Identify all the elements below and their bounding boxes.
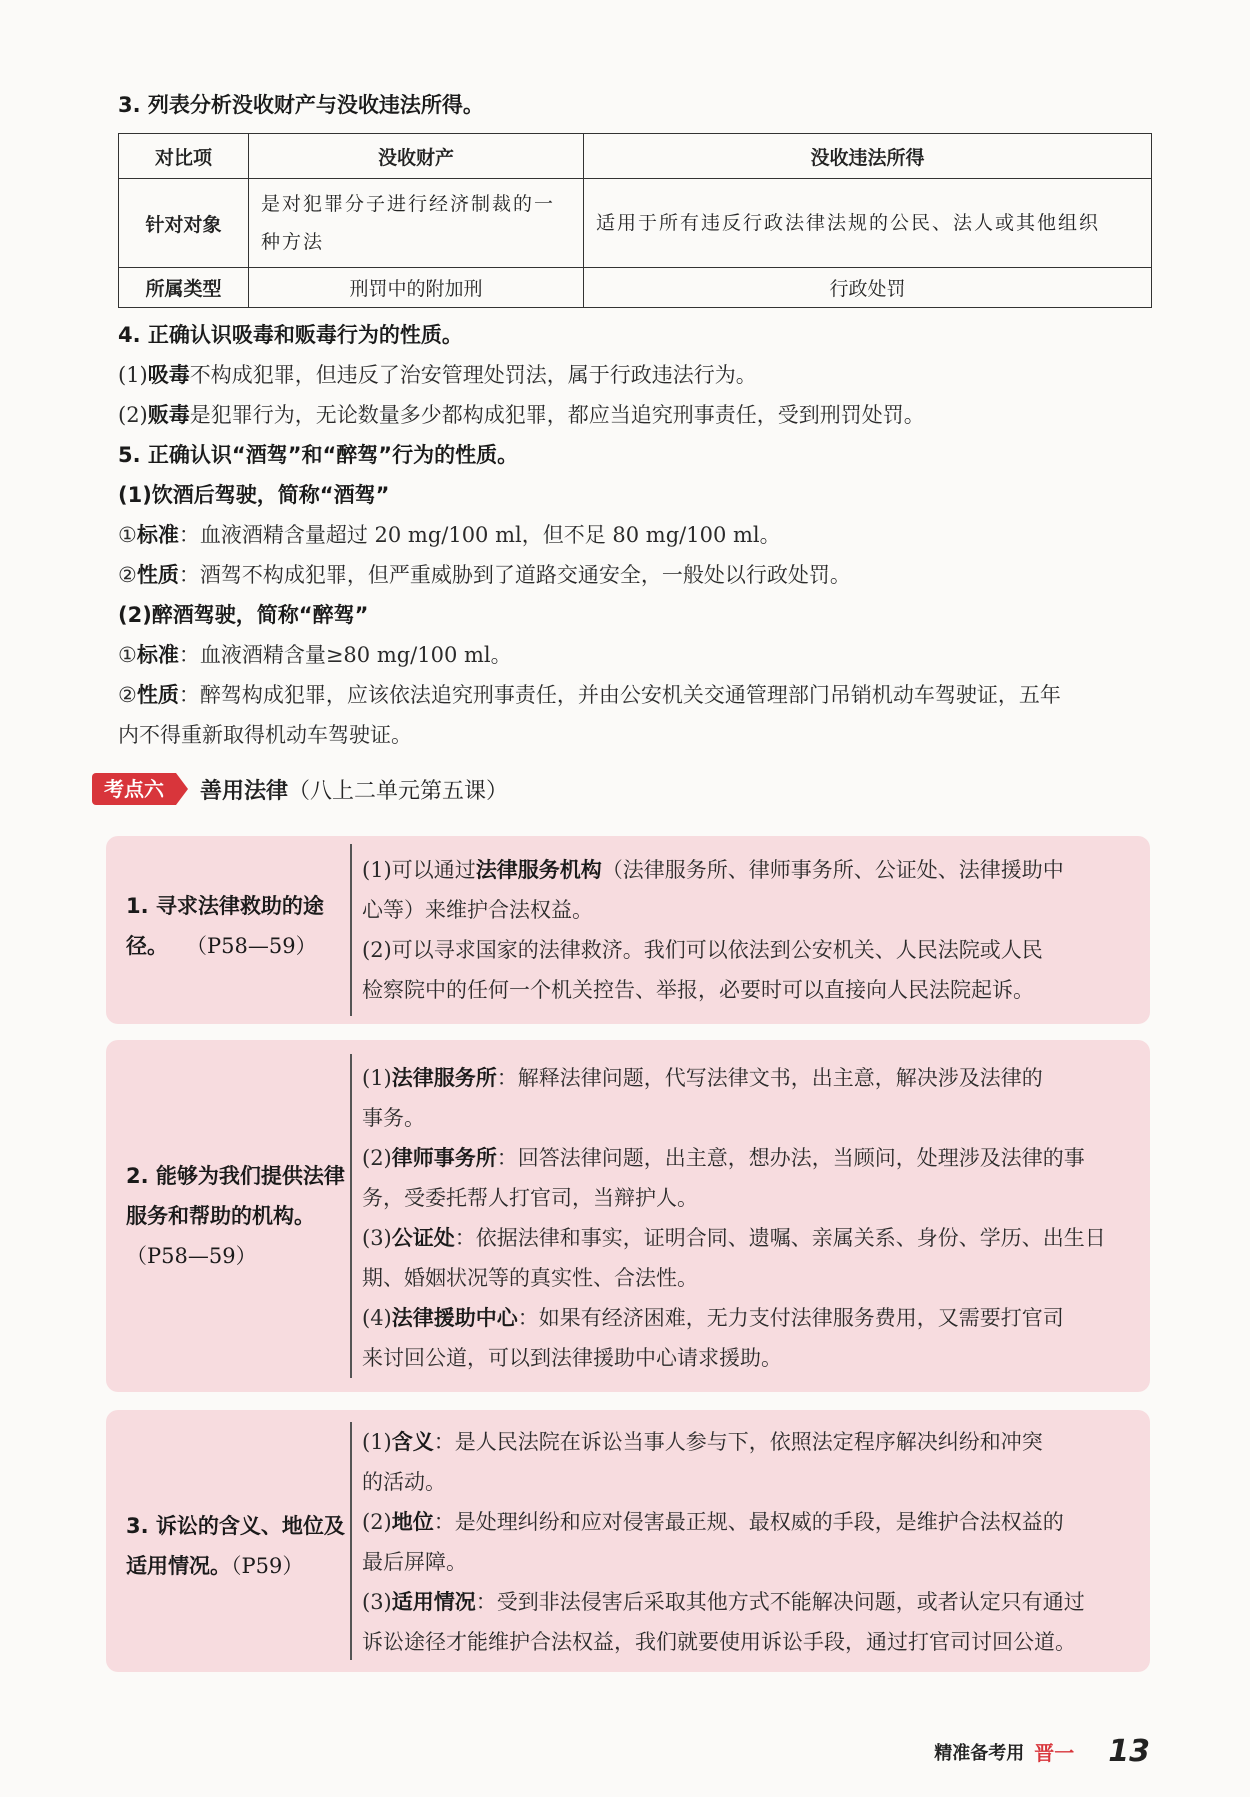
section-title-note: （八上二单元第五课） [288, 778, 509, 804]
item5-sub1-standard [118, 516, 781, 554]
line-text: ：依据法律和事实，证明合同、遗嘱、亲属关系、身份、学历、出生日 [454, 1226, 1106, 1250]
table-cell: 行政处罚 [584, 268, 1152, 308]
line-text: ：解释法律问题，代写法律文书，出主意，解决涉及法律的 [496, 1066, 1043, 1090]
card-heading [126, 1506, 348, 1586]
line-keyword: 法律服务所 [391, 1066, 497, 1090]
card-line: 的活动。 [362, 1470, 446, 1494]
point-prefix: (2) [118, 403, 148, 427]
card-line: 诉讼途径才能维护合法权益，我们就要使用诉讼手段，通过打官司讨回公道。 [362, 1630, 1076, 1654]
line-text: (1) [362, 1430, 392, 1454]
card-line [362, 1218, 1128, 1258]
card-line [362, 850, 1128, 890]
card-divider [350, 1054, 352, 1378]
table-header-row [119, 134, 1152, 179]
card-line: 来讨回公道，可以到法律援助中心请求援助。 [362, 1346, 782, 1370]
section-title-main: 善用法律 [200, 778, 289, 804]
section-title [200, 774, 508, 805]
item5-sub1-title: (1)饮酒后驾驶，简称“酒驾” [118, 483, 390, 507]
line-text: (2) [362, 1510, 392, 1534]
line-keyword: 适用情况 [391, 1590, 476, 1614]
card-heading-text: 3. 诉讼的含义、地位及适用情况。 [126, 1514, 345, 1578]
point-keyword: 贩毒 [147, 403, 190, 427]
page-ref: （P58—59） [186, 934, 317, 958]
page-footer [934, 1734, 1150, 1769]
line-keyword: 公证处 [391, 1226, 455, 1250]
line-text: (2) [362, 1146, 392, 1170]
line-text: (3) [362, 1590, 392, 1614]
point-prefix: ② [118, 683, 137, 707]
item4-point-2 [118, 396, 925, 434]
table-cell: 适用于所有违反行政法律法规的公民、法人或其他组织 [584, 179, 1152, 268]
card-line: 最后屏障。 [362, 1550, 467, 1574]
point-prefix: ① [118, 523, 137, 547]
point-text: ：血液酒精含量≥80 mg/100 ml。 [178, 643, 512, 667]
page-ref: （P59） [231, 1554, 304, 1578]
line-text: ：是处理纠纷和应对侵害最正规、最权威的手段，是维护合法权益的 [433, 1510, 1064, 1534]
card-heading [126, 1156, 348, 1276]
line-text: ：如果有经济困难，无力支付法律服务费用，又需要打官司 [517, 1306, 1064, 1330]
item4-point-1 [118, 356, 757, 394]
card-line: 期、婚姻状况等的真实性、合法性。 [362, 1266, 698, 1290]
point-text: ：醉驾构成犯罪，应该依法追究刑事责任，并由公安机关交通管理部门吊销机动车驾驶证，五年 [178, 683, 1061, 707]
point-text: ：血液酒精含量超过 20 mg/100 ml，但不足 80 mg/100 ml。 [178, 523, 781, 547]
point-keyword: 标准 [136, 643, 179, 667]
section-tag: 考点六 [92, 773, 176, 805]
page-number: 13 [1108, 1734, 1150, 1769]
point-text: 不构成犯罪，但违反了治安管理处罚法，属于行政违法行为。 [189, 363, 757, 387]
card-line [362, 1058, 1128, 1098]
item5-sub2-nature-cont: 内不得重新取得机动车驾驶证。 [118, 723, 412, 747]
card-body [362, 1422, 1128, 1662]
card-litigation [106, 1410, 1150, 1672]
line-keyword: 法律服务机构 [475, 858, 602, 882]
card-line [362, 1502, 1128, 1542]
item5-title: 5. 正确认识“酒驾”和“醉驾”行为的性质。 [118, 443, 519, 467]
line-keyword: 法律援助中心 [391, 1306, 518, 1330]
point-keyword: 性质 [136, 683, 179, 707]
line-keyword: 律师事务所 [391, 1146, 497, 1170]
point-keyword: 性质 [136, 563, 179, 587]
card-line: (2)可以寻求国家的法律救济。我们可以依法到公安机关、人民法院或人民 [362, 938, 1043, 962]
card-line [362, 1138, 1128, 1178]
table-row [119, 179, 1152, 268]
comparison-table [118, 133, 1152, 308]
table-row [119, 268, 1152, 308]
card-line [362, 1582, 1128, 1622]
point-keyword: 标准 [136, 523, 179, 547]
table-row-label: 针对对象 [119, 179, 249, 268]
line-text: (1) [362, 1066, 392, 1090]
item5-sub2-standard [118, 636, 512, 674]
table-cell: 是对犯罪分子进行经济制裁的一种方法 [249, 179, 584, 268]
point-text: ：酒驾不构成犯罪，但严重威胁到了道路交通安全，一般处以行政处罚。 [178, 563, 851, 587]
item5-sub1-nature [118, 556, 851, 594]
point-prefix: (1) [118, 363, 148, 387]
point-prefix: ① [118, 643, 137, 667]
card-line: 事务。 [362, 1106, 425, 1130]
card-line [362, 1422, 1128, 1462]
card-body [362, 850, 1128, 1010]
item3-title: 3. 列表分析没收财产与没收违法所得。 [118, 93, 484, 117]
page-ref: （P58—59） [126, 1244, 257, 1268]
line-text: (3) [362, 1226, 392, 1250]
line-text: (4) [362, 1306, 392, 1330]
card-divider [350, 844, 352, 1016]
table-header: 对比项 [119, 134, 249, 179]
line-text: ：受到非法侵害后采取其他方式不能解决问题，或者认定只有通过 [475, 1590, 1085, 1614]
line-keyword: 地位 [391, 1510, 434, 1534]
point-prefix: ② [118, 563, 137, 587]
point-text: 是犯罪行为，无论数量多少都构成犯罪，都应当追究刑事责任，受到刑罚处罚。 [189, 403, 925, 427]
card-heading-text: 1. 寻求法律救助的途径。 [126, 894, 324, 958]
line-text: (1)可以通过 [362, 858, 476, 882]
table-cell: 刑罚中的附加刑 [249, 268, 584, 308]
footer-brand: 晋一 [1034, 1741, 1075, 1765]
item5-sub2-nature [118, 676, 1061, 714]
card-line [362, 1298, 1128, 1338]
card-line: 心等）来维护合法权益。 [362, 898, 593, 922]
table-header: 没收财产 [249, 134, 584, 179]
section-tag-arrow [176, 773, 188, 805]
point-keyword: 吸毒 [147, 363, 190, 387]
table-row-label: 所属类型 [119, 268, 249, 308]
item5-sub2-title: (2)醉酒驾驶，简称“醉驾” [118, 603, 369, 627]
card-body [362, 1058, 1128, 1378]
table-header: 没收违法所得 [584, 134, 1152, 179]
card-line: 检察院中的任何一个机关控告、举报，必要时可以直接向人民法院起诉。 [362, 978, 1034, 1002]
card-divider [350, 1422, 352, 1660]
item4-title: 4. 正确认识吸毒和贩毒行为的性质。 [118, 323, 463, 347]
line-text: ：回答法律问题，出主意，想办法，当顾问，处理涉及法律的事 [496, 1146, 1085, 1170]
line-text: （法律服务所、律师事务所、公证处、法律援助中 [601, 858, 1064, 882]
footer-label: 精准备考用 [934, 1742, 1025, 1764]
card-line: 务，受委托帮人打官司，当辩护人。 [362, 1186, 698, 1210]
section-header [92, 772, 508, 806]
card-heading-text: 2. 能够为我们提供法律服务和帮助的机构。 [126, 1164, 345, 1228]
line-keyword: 含义 [391, 1430, 434, 1454]
line-text: ：是人民法院在诉讼当事人参与下，依照法定程序解决纠纷和冲突 [433, 1430, 1043, 1454]
card-legal-aid [106, 836, 1150, 1024]
card-legal-institutions [106, 1040, 1150, 1392]
